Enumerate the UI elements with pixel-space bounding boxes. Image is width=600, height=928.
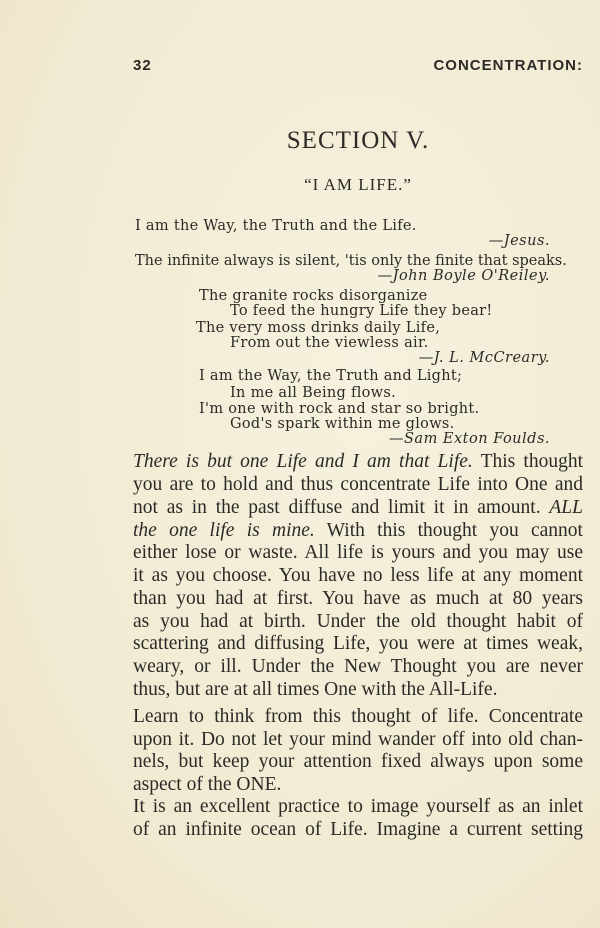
- body-line: aspect of the ONE.: [133, 774, 282, 795]
- poem-line: God's spark within me glows.: [230, 416, 455, 432]
- body-line: you are to hold and thus concentrate Life into One and: [133, 474, 583, 495]
- body-line: [133, 452, 583, 472]
- quote-attribution: —John Boyle O'Reiley.: [377, 268, 550, 284]
- body-line: of an infinite ocean of Life. Imagine a current setting: [133, 819, 583, 840]
- italic-emphasis: There is but one Life and I am that Life.: [133, 451, 473, 472]
- poem-line: In me all Being flows.: [230, 385, 397, 401]
- poem-line: I'm one with rock and star so bright.: [199, 401, 480, 417]
- body-line: [133, 521, 583, 541]
- body-line: weary, or ill. Under the New Thought you are never: [133, 656, 583, 677]
- text: With this thought you cannot: [314, 520, 583, 541]
- poem-line: To feed the hungry Life they bear!: [230, 303, 493, 319]
- poem-line: I am the Way, the Truth and Light;: [199, 368, 463, 384]
- body-line: nels, but keep your attention fixed always upon some: [133, 751, 583, 772]
- poem-line: From out the viewless air.: [230, 335, 429, 351]
- body-line: Learn to think from this thought of life. Concentrate: [133, 706, 583, 727]
- quote-attribution: —Jesus.: [488, 233, 550, 249]
- poem-line: The granite rocks disorganize: [199, 288, 428, 304]
- text: not as in the past diffuse and limit it in amount.: [133, 497, 550, 518]
- quote-attribution: —Sam Exton Foulds.: [388, 431, 550, 447]
- section-subtitle: “I AM LIFE.”: [304, 175, 412, 194]
- body-line: it as you choose. You have no less life at any moment: [133, 565, 583, 586]
- running-title: CONCENTRATION:: [433, 57, 583, 74]
- text: This thought: [472, 451, 583, 472]
- body-line: either lose or waste. All life is yours and you may use: [133, 542, 583, 563]
- body-line: than you had at first. You have as much at 80 years: [133, 588, 583, 609]
- italic-emphasis: ALL: [549, 497, 583, 518]
- poem-line: The very moss drinks daily Life,: [196, 320, 441, 336]
- body-line: scattering and diffusing Life, you were at times weak,: [133, 633, 583, 654]
- quote-line: I am the Way, the Truth and the Life.: [135, 218, 417, 234]
- body-line: [133, 498, 583, 518]
- italic-emphasis: the one life is mine.: [133, 520, 315, 541]
- quote-line: The infinite always is silent, 'tis only the finite that speaks.: [135, 253, 567, 269]
- body-line: as you had at birth. Under the old thought habit of: [133, 611, 583, 632]
- body-line: thus, but are at all times One with the All-Life.: [133, 679, 498, 700]
- section-title: SECTION V.: [286, 127, 430, 154]
- page-number: 32: [133, 57, 152, 74]
- quote-attribution: —J. L. McCreary.: [418, 350, 550, 366]
- body-line: upon it. Do not let your mind wander off into old chan-: [133, 729, 583, 750]
- body-line: It is an excellent practice to image yourself as an inlet: [133, 796, 583, 817]
